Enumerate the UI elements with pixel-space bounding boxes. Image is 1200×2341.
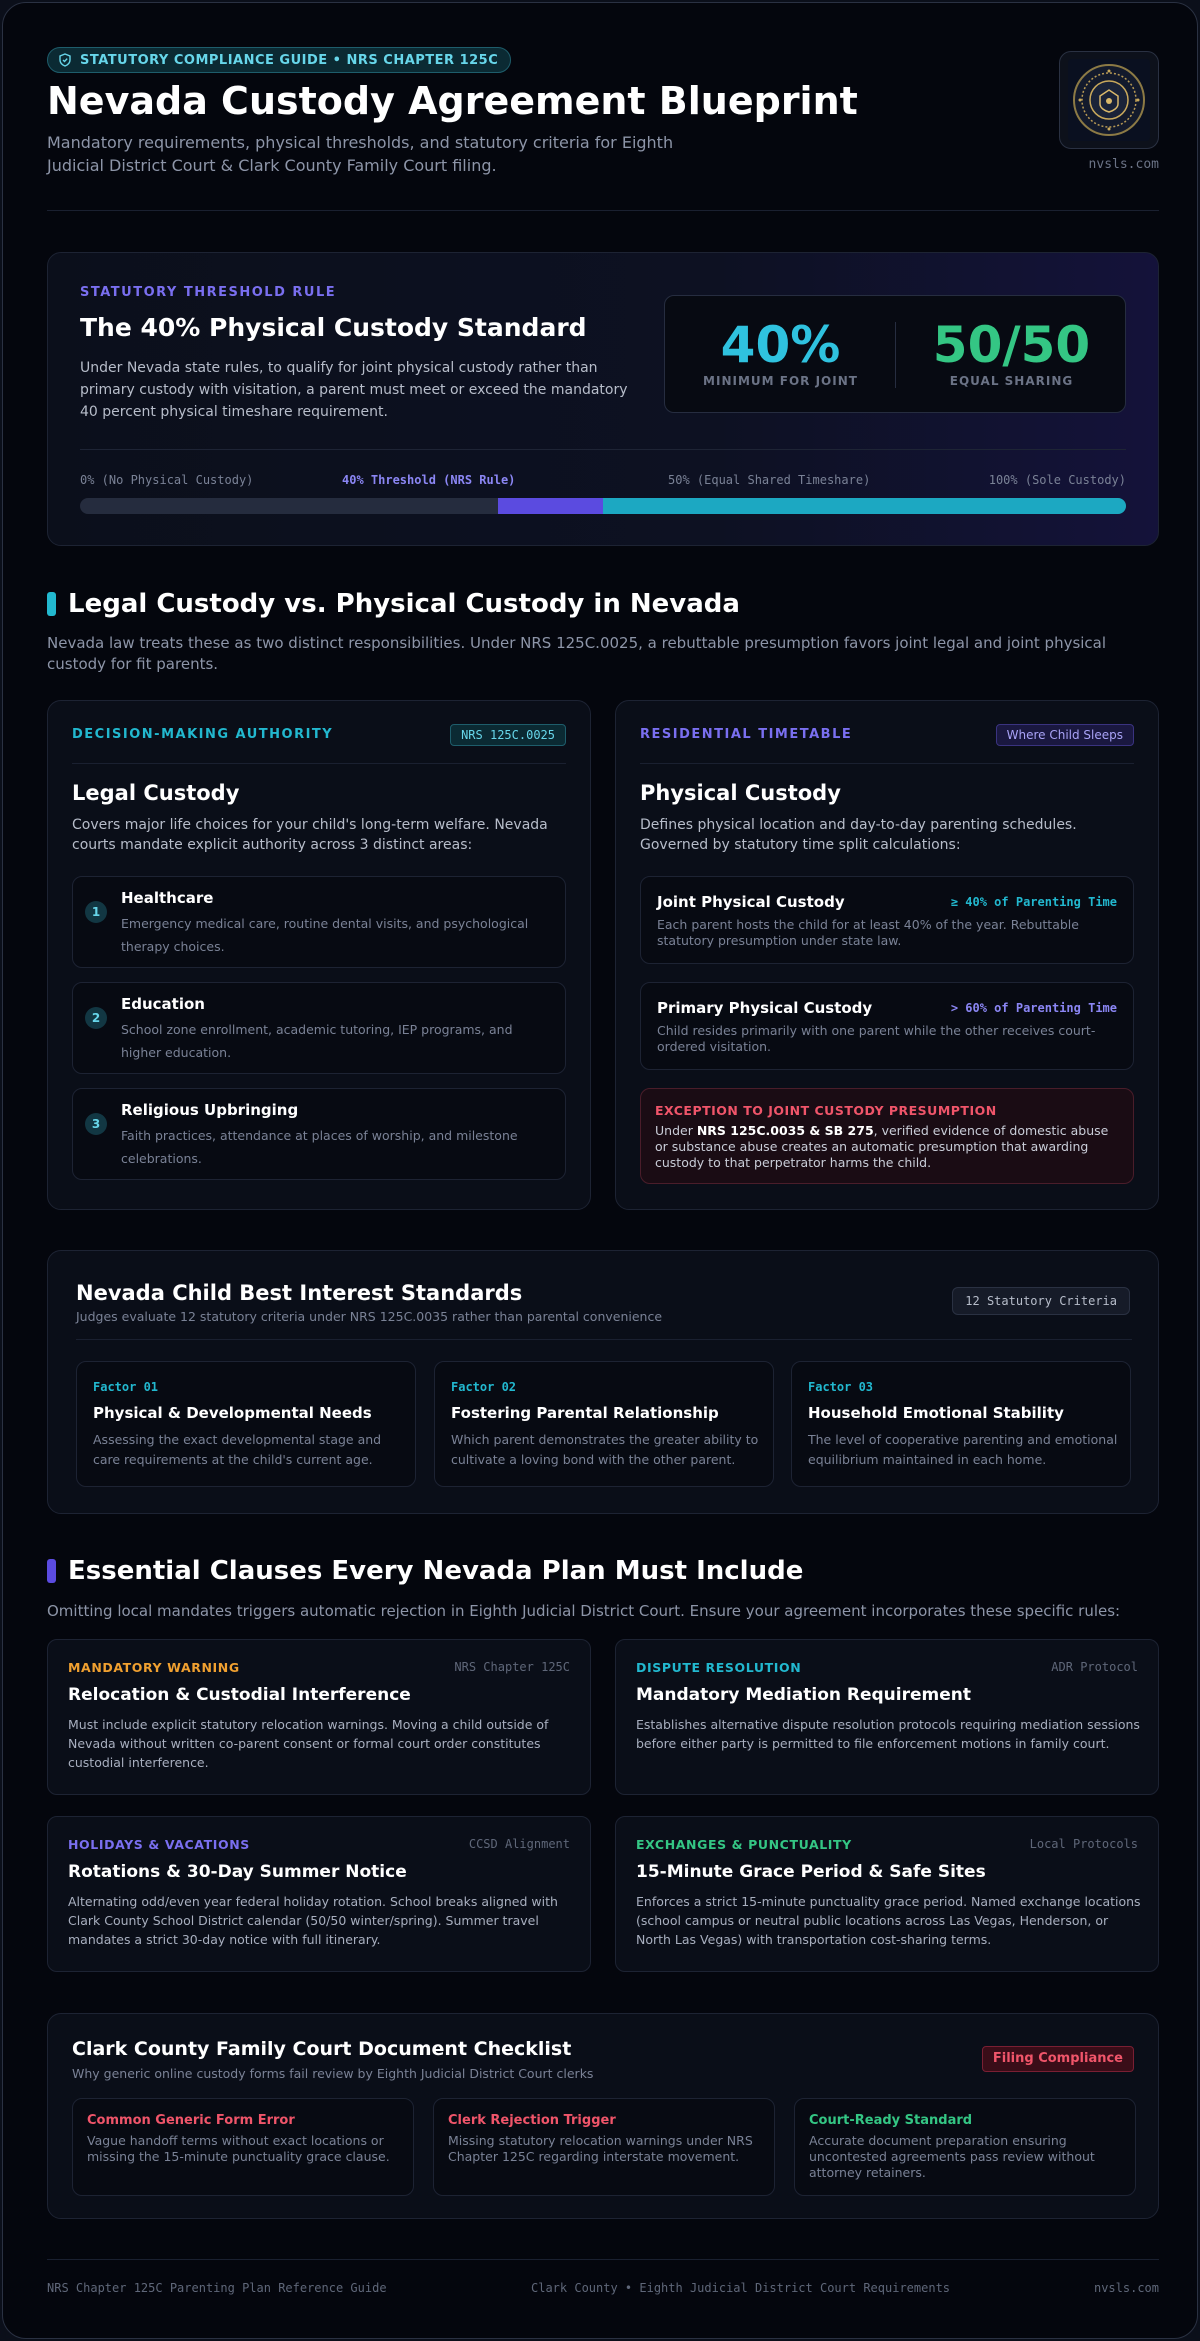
- site-url: nvsls.com: [1088, 157, 1159, 172]
- exception-statute: NRS 125C.0035 & SB 275: [696, 1123, 874, 1138]
- physical-title: Physical Custody: [640, 781, 841, 805]
- clause-category: EXCHANGES & PUNCTUALITY: [636, 1837, 852, 1852]
- clause-card-exchanges: [615, 1816, 1159, 1972]
- stat-equal-value: 50/50: [932, 316, 1091, 374]
- shield-icon: [58, 53, 72, 67]
- factor-title: Fostering Parental Relationship: [451, 1404, 719, 1422]
- stat-min-joint-value: 40%: [720, 316, 841, 374]
- page-subtitle: Mandatory requirements, physical thresholds, and statutory criteria for Eighth Judicial District Court & Clark County Family Court filing.: [47, 133, 674, 175]
- checklist-item-title: Court-Ready Standard: [809, 2113, 973, 2128]
- factor-title: Physical & Developmental Needs: [93, 1404, 372, 1422]
- scale-label-0: 0% (No Physical Custody): [80, 473, 254, 487]
- physical-pill: Where Child Sleeps: [996, 724, 1134, 746]
- section-pip: [47, 1559, 56, 1583]
- legal-item-title: Education: [121, 995, 205, 1013]
- legal-custody-card: [47, 700, 591, 1210]
- clause-reference: ADR Protocol: [1051, 1660, 1138, 1674]
- threshold-divider: [80, 449, 1126, 450]
- legal-item-number: 2: [85, 1007, 107, 1029]
- clause-reference: Local Protocols: [1029, 1837, 1138, 1851]
- physical-custody-card: [615, 700, 1159, 1210]
- scale-label-50: 50% (Equal Shared Timeshare): [668, 473, 871, 487]
- physical-divider: [640, 763, 1134, 764]
- section-title-custody: Legal Custody vs. Physical Custody in Nevada: [68, 589, 740, 619]
- legal-statute-pill: NRS 125C.0025: [450, 724, 566, 746]
- factor-number: Factor 01: [93, 1380, 159, 1394]
- legal-item-religion: [72, 1088, 566, 1180]
- clause-card-mediation: [615, 1639, 1159, 1795]
- footer-left: NRS Chapter 125C Parenting Plan Reference Guide: [47, 2281, 387, 2295]
- threshold-card: [47, 252, 1159, 546]
- checklist-item-text: Missing statutory relocation warnings under NRS Chapter 125C regarding interstate movement.: [448, 2133, 753, 2164]
- clause-title: Rotations & 30-Day Summer Notice: [68, 1862, 407, 1882]
- legal-title: Legal Custody: [72, 781, 240, 805]
- checklist-item-title: Common Generic Form Error: [87, 2113, 295, 2128]
- legal-eyebrow: DECISION-MAKING AUTHORITY: [72, 727, 334, 742]
- timeshare-bar: [80, 498, 1126, 514]
- factor-card: [76, 1361, 416, 1487]
- scale-label-40: 40% Threshold (NRS Rule): [342, 473, 516, 487]
- badge-text: STATUTORY COMPLIANCE GUIDE • NRS CHAPTER 125C: [80, 52, 499, 68]
- exception-callout: [640, 1088, 1134, 1184]
- best-interest-title: Nevada Child Best Interest Standards: [76, 1281, 523, 1305]
- section-desc-custody: Nevada law treats these as two distinct responsibilities. Under NRS 125C.0025, a rebuttable presumption favors joint legal and joint physical custody for fit parents.: [47, 634, 1107, 673]
- factor-card: [791, 1361, 1131, 1487]
- clause-text: Must include explicit statutory relocation warnings. Moving a child outside of Nevada without written co-parent consent or formal court order constitutes custodial interference.: [68, 1717, 549, 1770]
- checklist-subtitle: Why generic online custody forms fail review by Eighth Judicial District Court clerks: [72, 2066, 594, 2081]
- factor-text: The level of cooperative parenting and emotional equilibrium maintained in each home.: [808, 1432, 1118, 1467]
- section-heading-custody: [47, 589, 740, 619]
- checklist-card: [47, 2013, 1159, 2219]
- clause-category: DISPUTE RESOLUTION: [636, 1660, 802, 1675]
- threshold-title: The 40% Physical Custody Standard: [80, 313, 587, 342]
- checklist-title: Clark County Family Court Document Checklist: [72, 2038, 572, 2060]
- legal-divider: [72, 763, 566, 764]
- primary-physical-item: [640, 982, 1134, 1070]
- factor-text: Assessing the exact developmental stage and care requirements at the child's current age.: [93, 1432, 382, 1467]
- physical-eyebrow: RESIDENTIAL TIMETABLE: [640, 727, 853, 742]
- exception-pre: Under: [655, 1123, 697, 1138]
- clause-reference: CCSD Alignment: [468, 1837, 570, 1851]
- legal-item-number: 3: [85, 1113, 107, 1135]
- section-pip: [47, 592, 56, 616]
- legal-item-education: [72, 982, 566, 1074]
- clause-category: HOLIDAYS & VACATIONS: [68, 1837, 250, 1852]
- factor-text: Which parent demonstrates the greater ability to cultivate a loving bond with the other parent.: [451, 1432, 759, 1467]
- primary-physical-title: Primary Physical Custody: [657, 999, 873, 1017]
- clause-title: 15-Minute Grace Period & Safe Sites: [636, 1862, 986, 1882]
- best-interest-subtitle: Judges evaluate 12 statutory criteria under NRS 125C.0035 rather than parental convenience: [76, 1309, 663, 1324]
- clause-text: Alternating odd/even year federal holiday rotation. School breaks aligned with Clark County School District calendar (50/50 winter/spring). Summer travel mandates a strict 30-day notice with full itinerary.: [68, 1894, 558, 1947]
- footer-divider: [47, 2259, 1159, 2260]
- clause-reference: NRS Chapter 125C: [454, 1660, 570, 1674]
- section-heading-clauses: [47, 1556, 803, 1586]
- joint-physical-title: Joint Physical Custody: [657, 893, 845, 911]
- section-desc-clauses: Omitting local mandates triggers automatic rejection in Eighth Judicial District Court. Ensure your agreement incorporates these specific rules:: [47, 1602, 1121, 1620]
- page-title: Nevada Custody Agreement Blueprint: [47, 79, 858, 123]
- legal-item-text: Faith practices, attendance at places of worship, and milestone celebrations.: [121, 1128, 518, 1166]
- clause-category: MANDATORY WARNING: [68, 1660, 240, 1675]
- clause-title: Relocation & Custodial Interference: [68, 1685, 411, 1705]
- page-frame: [2, 2, 1198, 2339]
- threshold-body: Under Nevada state rules, to qualify for joint physical custody rather than primary custody with visitation, a parent must meet or exceed the mandatory 40 percent physical timeshare requirement.: [80, 360, 628, 420]
- factor-number: Factor 03: [808, 1380, 874, 1394]
- joint-physical-text: Each parent hosts the child for at least 40% of the year. Rebuttable statutory presumption under state law.: [657, 917, 1079, 948]
- primary-physical-text: Child resides primarily with one parent while the other receives court-ordered visitation.: [657, 1023, 1096, 1054]
- clause-card-relocation: [47, 1639, 591, 1795]
- seal-logo: [1059, 51, 1159, 149]
- stat-box: [664, 295, 1126, 413]
- factor-card: [434, 1361, 774, 1487]
- legal-item-title: Religious Upbringing: [121, 1101, 299, 1119]
- bar-segment-shared: [603, 498, 1126, 514]
- scale-label-100: 100% (Sole Custody): [988, 473, 1126, 487]
- joint-physical-item: [640, 876, 1134, 964]
- factor-number: Factor 02: [451, 1380, 517, 1394]
- clause-title: Mandatory Mediation Requirement: [636, 1685, 971, 1705]
- physical-body: Defines physical location and day-to-day parenting schedules. Governed by statutory time split calculations:: [640, 817, 1077, 853]
- clause-card-holidays: [47, 1816, 591, 1972]
- stat-min-joint-label: MINIMUM FOR JOINT: [703, 374, 858, 388]
- checklist-item-title: Clerk Rejection Trigger: [448, 2113, 616, 2128]
- section-title-clauses: Essential Clauses Every Nevada Plan Must Include: [68, 1556, 804, 1586]
- nevada-seal-icon: [1068, 59, 1150, 141]
- legal-item-text: School zone enrollment, academic tutoring, IEP programs, and higher education.: [121, 1022, 513, 1060]
- exception-post: , verified evidence of domestic abuse or substance abuse creates an automatic presumption that awarding custody to that perpetrator harms the child.: [655, 1123, 1109, 1170]
- exception-title: EXCEPTION TO JOINT CUSTODY PRESUMPTION: [655, 1103, 997, 1118]
- clause-text: Enforces a strict 15-minute punctuality grace period. Named exchange locations (school campus or neutral public locations across Las Vegas, Henderson, or North Las Vegas) with transportation cost-sharing terms.: [636, 1894, 1141, 1947]
- exception-text: [655, 1123, 1121, 1171]
- footer-right[interactable]: nvsls.com: [1093, 2281, 1159, 2295]
- legal-item-number: 1: [85, 901, 107, 923]
- factor-title: Household Emotional Stability: [808, 1404, 1064, 1422]
- best-interest-divider: [76, 1339, 1132, 1340]
- best-interest-card: [47, 1250, 1159, 1514]
- header-divider: [47, 210, 1159, 211]
- primary-physical-tag: > 60% of Parenting Time: [950, 1001, 1117, 1015]
- threshold-eyebrow: STATUTORY THRESHOLD RULE: [80, 285, 337, 300]
- filing-compliance-pill: Filing Compliance: [982, 2046, 1134, 2072]
- footer-center: Clark County • Eighth Judicial District Court Requirements: [531, 2281, 951, 2295]
- legal-item-healthcare: [72, 876, 566, 968]
- legal-item-text: Emergency medical care, routine dental visits, and psychological therapy choices.: [121, 916, 529, 954]
- bar-segment-threshold: [498, 498, 603, 514]
- compliance-badge: [47, 47, 511, 73]
- checklist-item: [794, 2098, 1136, 2196]
- checklist-item: [433, 2098, 775, 2196]
- stat-equal-label: EQUAL SHARING: [949, 374, 1074, 388]
- criteria-count-pill: 12 Statutory Criteria: [952, 1287, 1130, 1315]
- clause-text: Establishes alternative dispute resolution protocols requiring mediation sessions before either party is permitted to file enforcement motions in family court.: [636, 1717, 1140, 1751]
- checklist-item: [72, 2098, 414, 2196]
- legal-item-title: Healthcare: [121, 889, 214, 907]
- checklist-item-text: Vague handoff terms without exact locations or missing the 15-minute punctuality grace clause.: [87, 2133, 390, 2164]
- legal-body: Covers major life choices for your child's long-term welfare. Nevada courts mandate explicit authority across 3 distinct areas:: [72, 817, 548, 853]
- checklist-item-text: Accurate document preparation ensuring uncontested agreements pass review without attorney retainers.: [809, 2133, 1095, 2180]
- joint-physical-tag: ≥ 40% of Parenting Time: [950, 895, 1117, 909]
